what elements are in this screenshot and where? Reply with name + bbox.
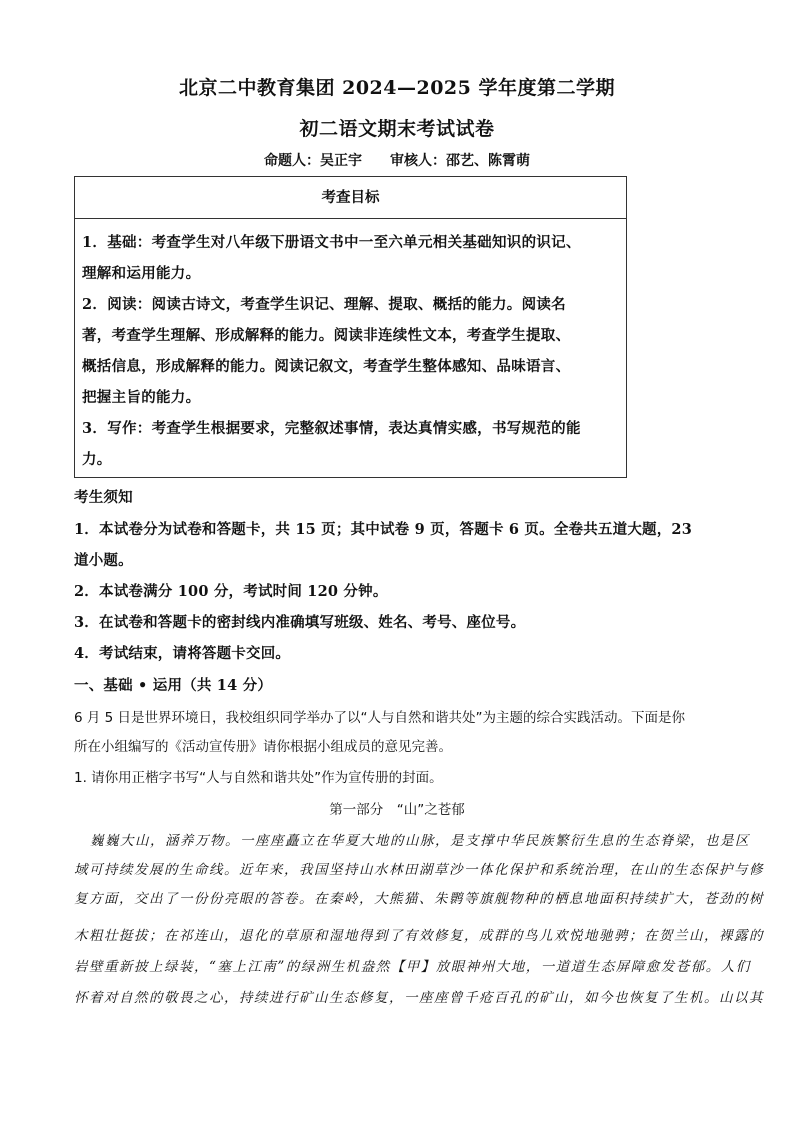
passage-line: 复方面，交出了一份份亮眼的答卷。在秦岭，大熊猫、朱鹮等旗舰物种的栖息地面积持续扩大，苍劲的树: [74, 891, 764, 907]
section1-intro: 6 月 5 日是世界环境日，我校组织同学举办了以“人与自然和谐共处”为主题的综合实践活动。下面是你: [74, 710, 686, 726]
notice-line: 4．考试结束，请将答题卡交回。: [74, 645, 291, 662]
question-1: 1. 请你用正楷字书写“人与自然和谐共处”作为宣传册的封面。: [74, 770, 443, 786]
objectives-line: 概括信息，形成解释的能力。阅读记叙文，考查学生整体感知、品味语言、: [82, 358, 571, 375]
objectives-box: [74, 176, 627, 478]
objectives-line: 3．写作：考查学生根据要求，完整叙述事情，表达真情实感，书写规范的能: [82, 420, 581, 437]
authors-line: 命题人：吴正宇 审核人：邵艺、陈霄萌: [264, 153, 530, 169]
passage-line: 怀着对自然的敬畏之心，持续进行矿山生态修复，一座座曾千疮百孔的矿山，如今也恢复了生机。山以其: [74, 990, 764, 1006]
notice-heading: 考生须知: [74, 489, 133, 506]
notice-line: 道小题。: [74, 552, 133, 569]
objectives-line: 著，考查学生理解、形成解释的能力。阅读非连续性文本，考查学生提取、: [82, 327, 571, 344]
exam-title-line1: 北京二中教育集团 2024—2025 学年度第二学期: [179, 77, 615, 99]
section1-heading: 一、基础 • 运用（共 14 分）: [74, 677, 273, 694]
objectives-line: 1．基础：考查学生对八年级下册语文书中一至六单元相关基础知识的识记、: [82, 234, 581, 251]
notice-line: 2．本试卷满分 100 分，考试时间 120 分钟。: [74, 583, 388, 600]
passage-line: 巍巍大山，涵养万物。一座座矗立在华夏大地的山脉，是支撑中华民族繁衍生息的生态脊梁，也是区: [90, 833, 750, 849]
notice-line: 1．本试卷分为试卷和答题卡，共 15 页；其中试卷 9 页，答题卡 6 页。全卷共五道大题，23: [74, 521, 693, 538]
notice-line: 3．在试卷和答题卡的密封线内准确填写班级、姓名、考号、座位号。: [74, 614, 526, 631]
objectives-heading: 考查目标: [75, 177, 626, 219]
part-title: 第一部分 “山”之苍郁: [329, 802, 465, 818]
passage-line: 岩壁重新披上绿装，“塞上江南”的绿洲生机盎然【甲】放眼神州大地，一道道生态屏障愈发苍郁。人们: [74, 959, 751, 975]
objectives-line: 2．阅读：阅读古诗文，考查学生识记、理解、提取、概括的能力。阅读名: [82, 296, 566, 313]
exam-title-line2: 初二语文期末考试试卷: [299, 118, 495, 140]
passage-line: 木粗壮挺拔；在祁连山，退化的草原和湿地得到了有效修复，成群的鸟儿欢悦地驰骋；在贺兰山，裸露的: [74, 928, 764, 944]
passage-line: 域可持续发展的生命线。近年来，我国坚持山水林田湖草沙一体化保护和系统治理，在山的生态保护与修: [74, 862, 764, 878]
objectives-line: 把握主旨的能力。: [82, 389, 201, 406]
objectives-line: 理解和运用能力。: [82, 265, 201, 282]
section1-intro: 所在小组编写的《活动宣传册》请你根据小组成员的意见完善。: [74, 739, 452, 755]
objectives-line: 力。: [82, 451, 112, 468]
